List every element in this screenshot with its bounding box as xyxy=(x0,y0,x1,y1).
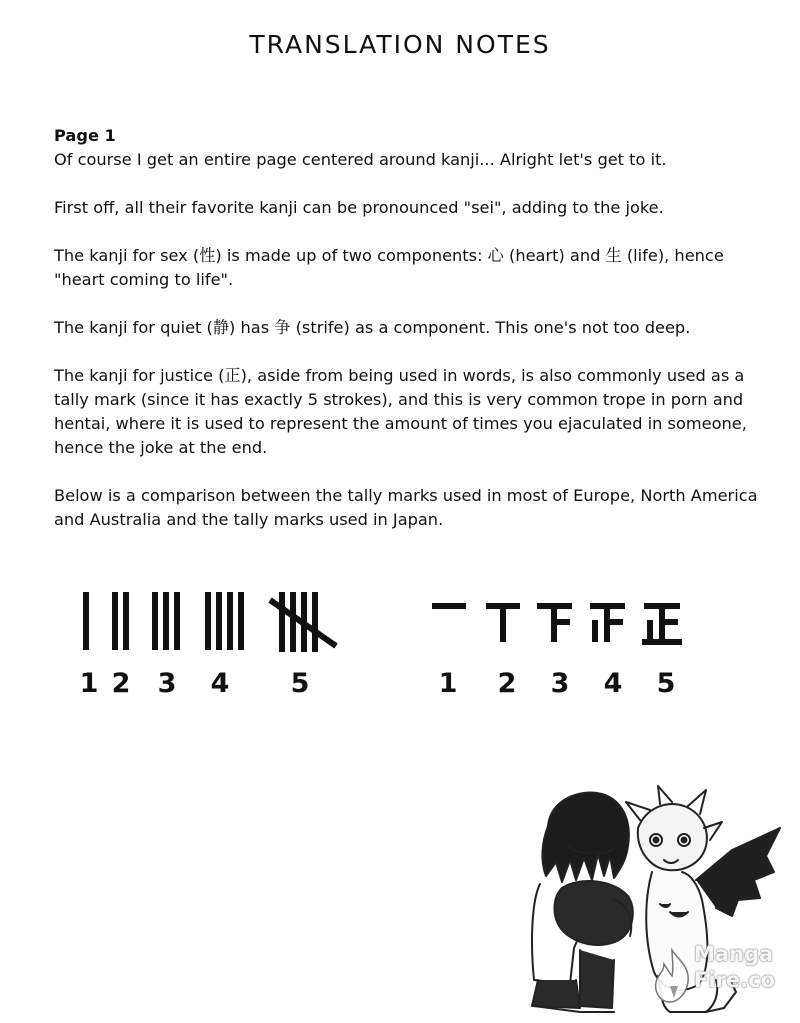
tally-number: 3 xyxy=(157,668,177,699)
tally-number: 5 xyxy=(656,668,676,699)
japanese-tally-marks xyxy=(432,606,682,642)
watermark-line-2: Fire.co xyxy=(694,968,775,992)
watermark xyxy=(650,938,800,1018)
western-tally-marks xyxy=(86,592,336,652)
tally-number: 3 xyxy=(550,668,570,699)
western-tally-numbers xyxy=(80,668,310,699)
note-paragraph: The kanji for sex (性) is made up of two components: 心 (heart) and 生 (life), hence "heart coming to life". xyxy=(54,246,724,289)
tally-number: 1 xyxy=(79,668,99,699)
tally-number: 5 xyxy=(290,668,310,699)
tally-number: 1 xyxy=(438,668,458,699)
watermark-line-1: Manga xyxy=(694,942,774,966)
note-paragraph: Below is a comparison between the tally marks used in most of Europe, North America and Australia and the tally marks used in Japan. xyxy=(54,486,758,529)
tally-number: 4 xyxy=(603,668,623,699)
page-title: TRANSLATION NOTES xyxy=(249,30,551,59)
note-paragraph: Of course I get an entire page centered around kanji... Alright let's get to it. xyxy=(54,150,667,169)
page-label: Page 1 xyxy=(54,126,116,145)
flame-logo-icon xyxy=(650,946,696,1006)
note-paragraph: The kanji for quiet (静) has 争 (strife) as a component. This one's not too deep. xyxy=(54,318,691,337)
notes-body xyxy=(54,124,766,556)
japanese-tally-numbers xyxy=(439,668,676,699)
note-paragraph: The kanji for justice (正), aside from being used in words, is also commonly used as a tally mark (since it has exactly 5 strokes), and this is very common trope in porn and hentai, where it is used to represent the amount of times you ejaculated in someone, hence the joke at the end. xyxy=(54,366,747,457)
tally-number: 4 xyxy=(210,668,230,699)
tally-comparison-figure xyxy=(0,580,800,710)
tally-number: 2 xyxy=(111,668,131,699)
tally-number: 2 xyxy=(497,668,517,699)
note-paragraph: First off, all their favorite kanji can be pronounced "sei", adding to the joke. xyxy=(54,198,664,217)
